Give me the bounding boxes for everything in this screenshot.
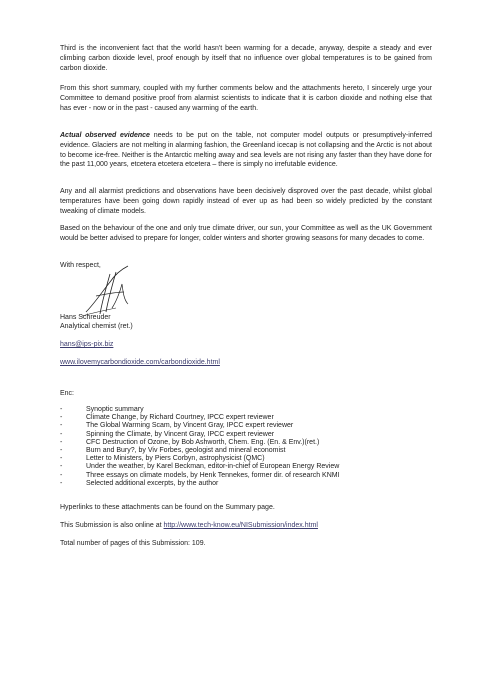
- list-item: - Selected additional excerpts, by the author: [60, 479, 219, 487]
- enclosures-label: Enc:: [60, 390, 75, 397]
- list-item: - Letter to Ministers, by Piers Corbyn, astrophysicist (QMC): [60, 455, 265, 463]
- list-item: - Three essays on climate models, by Henk Tennekes, former dir. of research KNMI: [60, 471, 340, 479]
- submission-url-link[interactable]: http://www.tech-know.eu/NISubmission/index.html: [163, 522, 318, 529]
- list-bullet: -: [60, 422, 63, 430]
- author-title: Analytical chemist (ret.): [60, 323, 133, 330]
- list-bullet: -: [60, 430, 63, 438]
- hyperlinks-note: Hyperlinks to these attachments can be found on the Summary page.: [60, 504, 275, 511]
- list-bullet: -: [60, 447, 63, 455]
- closing-salutation: With respect,: [60, 262, 101, 269]
- list-item: - Synoptic summary: [60, 406, 144, 413]
- list-bullet: -: [60, 463, 63, 471]
- paragraph-sun-driver: Based on the behaviour of the one and only true climate driver, our sun, your Committee as well as the UK Government would be better advised to prepare for longer, colder winters and shorter growing seasons for many decades to come.: [60, 225, 432, 242]
- emphasis-text: Actual observed evidence: [60, 132, 150, 139]
- list-bullet: -: [60, 471, 63, 479]
- list-item: - The Global Warming Scam, by Vincent Gray, IPCC expert reviewer: [60, 422, 294, 430]
- enclosures-list: [60, 406, 440, 488]
- list-bullet: -: [60, 438, 63, 446]
- list-item: - Under the weather, by Karel Beckman, editor-in-chief of European Energy Review: [60, 463, 340, 471]
- list-bullet: -: [60, 406, 63, 413]
- paragraph-body-text: needs to be put on the table, not computer model outputs or presumptively-inferred evidence. Glaciers are not melting in alarming fashion, the Greenland icecap is not collapsing and the Arctic is not about to become ice-free. Neither is the Antarctic melting away and sea levels are not rising any faster than they have done for the past 11,000 years, etcetera etcetera etcetera – there is simply no irrefutable evidence.: [60, 132, 432, 169]
- author-name: Hans Schreuder: [60, 314, 111, 321]
- author-website-link[interactable]: www.ilovemycarbondioxide.com/carbondioxide.html: [60, 359, 220, 366]
- handwritten-signature: [76, 262, 146, 320]
- list-bullet: -: [60, 455, 63, 463]
- paragraph-predictions: Any and all alarmist predictions and observations have been decisively disproved over the past decade, whilst global temperatures have been going down rapidly instead of ever up as had been so widely predicted by the constant tweaking of climate models.: [60, 188, 432, 215]
- author-email-link[interactable]: hans@ips-pix.biz: [60, 341, 114, 348]
- list-item: - Climate Change, by Richard Courtney, IPCC expert reviewer: [60, 414, 274, 422]
- total-pages-line: Total number of pages of this Submission: 109.: [60, 540, 206, 547]
- paragraph-summary-urge: From this short summary, coupled with my further comments below and the attachments hereto, I sincerely urge your Committee to demand positive proof from alarmist scientists to indicate that it is carbon dioxide and nothing else that has ever - now or in the past - caused any warming of the earth.: [60, 85, 432, 112]
- paragraph-warming: Third is the inconvenient fact that the world hasn't been warming for a decade, anyway, despite a steady and ever climbing carbon dioxide level, proof enough by itself that no influence over global temperatures is to be gained from carbon dioxide.: [60, 45, 432, 72]
- list-bullet: -: [60, 414, 63, 422]
- online-submission-line: This Submission is also online at http://www.tech-know.eu/NISubmission/index.html: [60, 522, 318, 529]
- list-item: - CFC Destruction of Ozone, by Bob Ashworth, Chem. Eng. (En. & Env.)(ret.): [60, 438, 320, 446]
- list-item: - Burn and Bury?, by Viv Forbes, geologist and mineral economist: [60, 447, 286, 455]
- paragraph-observed-evidence: [60, 131, 432, 170]
- list-item: - Spinning the Climate, by Vincent Gray, IPCC expert reviewer: [60, 430, 275, 438]
- list-bullet: -: [60, 479, 63, 487]
